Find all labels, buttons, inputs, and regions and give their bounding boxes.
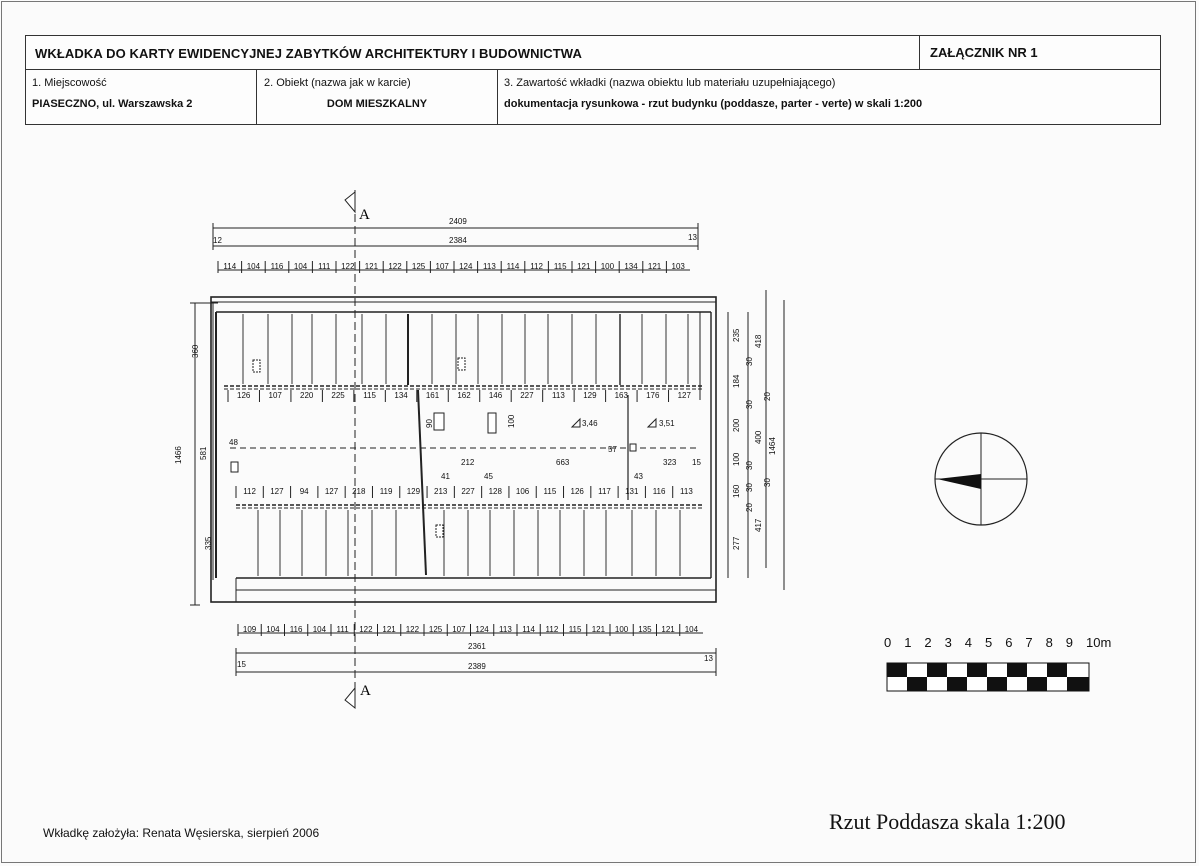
dim-right-outer-1: 418 — [754, 334, 763, 348]
rafters-lower — [258, 510, 680, 576]
dim-bottom-seg-14: 112 — [545, 625, 559, 634]
dim-upper-10: 227 — [520, 391, 534, 400]
dim-top-segments — [218, 261, 685, 273]
dim-top-seg-11: 124 — [459, 262, 473, 271]
dim-right-inner-4: 100 — [732, 452, 741, 466]
dim-mid-4: 15 — [692, 458, 701, 467]
scale-bar-ticks — [884, 635, 1111, 650]
dim-lower-17: 113 — [680, 487, 693, 496]
dim-upper-13: 163 — [614, 391, 628, 400]
dim-bottom-seg-18: 135 — [638, 625, 652, 634]
section-arrow-bottom — [345, 688, 355, 708]
dim-lower-15: 131 — [625, 487, 639, 496]
dim-right-outer-2: 400 — [754, 430, 763, 444]
dim-top-seg-3: 116 — [270, 262, 284, 271]
compass-icon — [935, 433, 1027, 525]
document-title: WKŁADKA DO KARTY EWIDENCYJNEJ ZABYTKÓW ARCHITEKTURY I BUDOWNICTWA — [35, 46, 582, 61]
scale-tick-label: 10m — [1086, 635, 1112, 650]
dim-bottom-seg-7: 121 — [382, 625, 396, 634]
dim-top-seg-20: 103 — [671, 262, 685, 271]
dim-lower-4: 127 — [324, 487, 339, 496]
dim-lower-2: 127 — [270, 487, 284, 496]
section-arrow-top — [345, 192, 355, 212]
dim-right-outer-3: 417 — [754, 518, 763, 532]
dim-bottom-seg-13: 114 — [522, 625, 535, 634]
dim-top-seg-12: 113 — [483, 262, 496, 271]
dim-bottom-seg-8: 122 — [405, 625, 420, 634]
dim-mid-9: 57 — [608, 445, 617, 454]
dim-left-3: 335 — [204, 536, 213, 550]
dim-mid-1: 212 — [461, 458, 475, 467]
scale-tick-label: 8 — [1045, 635, 1053, 650]
dim-bottom-seg-12: 113 — [499, 625, 512, 634]
scale-tick-label: 5 — [985, 635, 993, 650]
dim-top-seg-2: 104 — [246, 262, 261, 271]
scale-tick-label: 4 — [964, 635, 973, 650]
dim-top-seg-17: 100 — [600, 262, 615, 271]
locality-label: 1. Miejscowość — [32, 77, 107, 89]
dim-bottom-seg-11: 124 — [475, 625, 489, 634]
dim-lower-3: 94 — [299, 487, 309, 496]
dim-upper-5: 115 — [363, 391, 376, 400]
dim-right-small-6: 20 — [745, 503, 754, 512]
dim-bottom-right-offset: 13 — [704, 654, 713, 663]
dim-right-small-5: 30 — [745, 483, 754, 492]
dim-bottom-seg-5: 111 — [336, 625, 349, 634]
dim-top-seg-4: 104 — [293, 262, 308, 271]
scale-tick-label: 3 — [944, 635, 952, 650]
dim-upper-15: 127 — [677, 391, 691, 400]
dim-lower-5: 218 — [352, 487, 366, 496]
dim-mid-8: 48 — [229, 438, 238, 447]
building-outline — [211, 297, 716, 602]
dim-lower-9: 227 — [461, 487, 475, 496]
content-value: dokumentacja rysunkowa - rzut budynku (poddasze, parter - verte) w skali 1:200 — [504, 98, 923, 110]
dim-left-1: 360 — [191, 344, 200, 358]
dim-top-seg-19: 121 — [647, 262, 662, 271]
dim-top-seg-14: 112 — [530, 262, 543, 271]
dim-right-small-3: 30 — [745, 400, 754, 409]
dim-mid-6: 45 — [484, 472, 493, 481]
dim-upper-11: 113 — [552, 391, 565, 400]
dim-right-small-1: 30 — [745, 357, 754, 366]
object-value: DOM MIESZKALNY — [326, 98, 428, 110]
dim-top-seg-1: 114 — [223, 262, 237, 271]
scale-tick-label: 9 — [1065, 635, 1074, 650]
dim-top-seg-5: 111 — [318, 262, 331, 271]
dim-upper-2: 107 — [268, 391, 282, 400]
author-note: Wkładkę założyła: Renata Węsierska, sierpień 2006 — [43, 826, 320, 840]
dim-mid-11: 100 — [507, 414, 516, 428]
dim-bottom-seg-16: 121 — [591, 625, 606, 634]
dim-top-inner: 2384 — [449, 236, 467, 245]
section-label-bottom: A — [360, 683, 371, 699]
dim-upper-12: 129 — [583, 391, 597, 400]
dim-bottom-seg-4: 104 — [312, 625, 327, 634]
dim-right-inner-2: 184 — [732, 374, 741, 388]
dim-lower-11: 106 — [515, 487, 530, 496]
dim-upper-3: 220 — [300, 391, 314, 400]
dim-top-seg-15: 115 — [553, 262, 567, 271]
rafters-upper — [243, 314, 688, 384]
dim-right-small-2: 20 — [763, 392, 772, 401]
dim-bottom-seg-10: 107 — [452, 625, 466, 634]
dim-upper-7: 161 — [425, 391, 440, 400]
dim-bottom-seg-2: 104 — [266, 625, 280, 634]
dim-top-seg-18: 134 — [624, 262, 638, 271]
dim-right-small-4: 30 — [745, 461, 754, 470]
dim-bottom-seg-20: 104 — [684, 625, 699, 634]
dim-top-seg-6: 122 — [341, 262, 355, 271]
dim-right-inner-5: 160 — [732, 484, 741, 498]
dim-bottom-seg-9: 125 — [428, 625, 443, 634]
dim-top-seg-8: 122 — [388, 262, 402, 271]
dim-upper-14: 176 — [646, 391, 660, 400]
dim-left-2: 581 — [199, 446, 208, 460]
dim-lower-12: 115 — [543, 487, 557, 496]
content-label: 3. Zawartość wkładki (nazwa obiektu lub materiału uzupełniającego) — [504, 77, 836, 89]
dim-bottom-seg-19: 121 — [661, 625, 675, 634]
dim-top-right-offset: 13 — [688, 233, 697, 242]
dim-lower-7: 129 — [406, 487, 421, 496]
dim-left-total: 1466 — [174, 446, 183, 464]
dim-bottom-seg-1: 109 — [242, 625, 257, 634]
dim-lower-10: 128 — [488, 487, 502, 496]
dim-right-inner-6: 277 — [732, 536, 741, 550]
dim-right-total: 1464 — [768, 437, 777, 455]
dim-bottom-segments — [238, 624, 699, 636]
dim-upper-row — [228, 390, 692, 402]
dim-bottom-outer: 2389 — [468, 662, 486, 671]
scale-tick-label: 1 — [904, 635, 912, 650]
dim-top-outer: 2409 — [449, 217, 467, 226]
dim-top-seg-9: 125 — [411, 262, 426, 271]
dim-lower-16: 116 — [652, 487, 666, 496]
dim-bottom-seg-3: 116 — [289, 625, 303, 634]
scale-tick-label: 0 — [884, 635, 892, 650]
dim-lower-13: 126 — [570, 487, 584, 496]
dim-mid-10: 90 — [425, 419, 434, 428]
dim-lower-8: 213 — [434, 487, 448, 496]
dim-lower-row — [236, 486, 693, 498]
dim-mid-7: 43 — [634, 472, 643, 481]
scale-tick-label: 7 — [1025, 635, 1033, 650]
dim-upper-8: 162 — [457, 391, 471, 400]
object-label: 2. Obiekt (nazwa jak w karcie) — [264, 77, 411, 89]
dim-right-small-7: 30 — [763, 478, 772, 487]
dim-bottom-left-offset: 15 — [237, 660, 246, 669]
dim-top-seg-7: 121 — [364, 262, 379, 271]
level-mark-1: 3,46 — [582, 419, 598, 428]
dim-mid-3: 323 — [663, 458, 677, 467]
level-mark-2: 3,51 — [659, 419, 675, 428]
dim-upper-1: 126 — [237, 391, 251, 400]
scale-bar-icon — [887, 663, 1089, 691]
dim-bottom-seg-6: 122 — [359, 625, 373, 634]
dim-bottom-seg-15: 115 — [568, 625, 582, 634]
locality-value: PIASECZNO, ul. Warszawska 2 — [32, 98, 193, 110]
drawing-caption: Rzut Poddasza skala 1:200 — [829, 809, 1066, 834]
dim-top-seg-10: 107 — [435, 262, 449, 271]
scale-tick-label: 6 — [1005, 635, 1013, 650]
scale-tick-label: 2 — [924, 635, 932, 650]
dim-bottom-seg-17: 100 — [614, 625, 629, 634]
dim-top-seg-13: 114 — [506, 262, 520, 271]
dim-top-left-offset: 12 — [213, 236, 222, 245]
section-label-top: A — [359, 207, 370, 223]
dim-top-seg-16: 121 — [577, 262, 591, 271]
dim-upper-4: 225 — [331, 391, 345, 400]
dim-bottom-inner: 2361 — [468, 642, 486, 651]
dim-lower-14: 117 — [598, 487, 611, 496]
dim-mid-5: 41 — [441, 472, 450, 481]
dim-lower-6: 119 — [379, 487, 393, 496]
dim-upper-9: 146 — [488, 391, 503, 400]
dim-upper-6: 134 — [394, 391, 408, 400]
dim-lower-1: 112 — [243, 487, 256, 496]
dim-right-inner-3: 200 — [732, 418, 741, 432]
dim-right-inner-1: 235 — [732, 328, 741, 342]
dim-mid-2: 663 — [556, 458, 570, 467]
annex-label: ZAŁĄCZNIK NR 1 — [930, 45, 1038, 60]
